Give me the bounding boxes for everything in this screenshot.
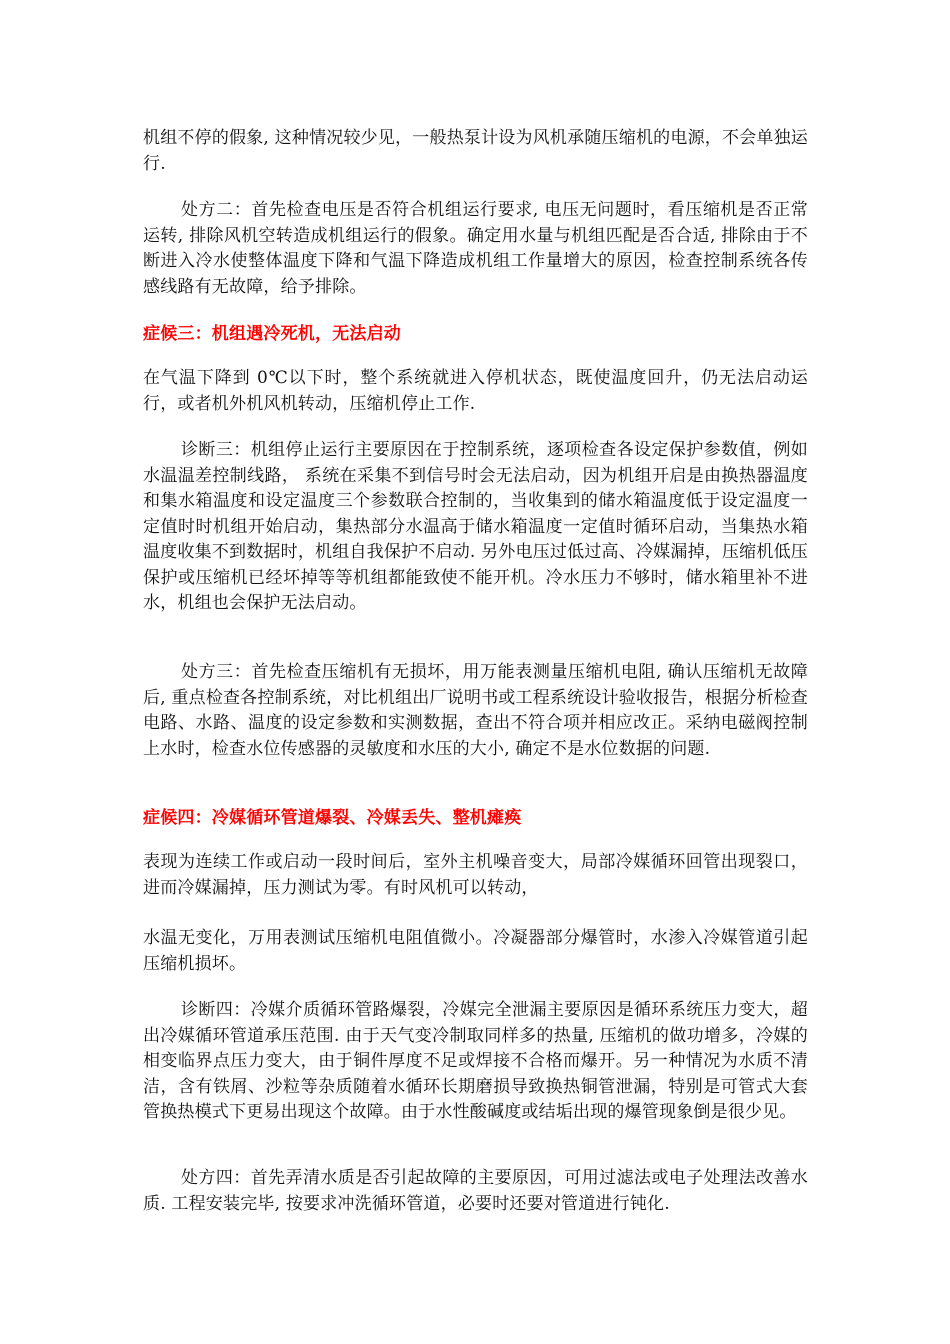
paragraph-remedy-4: 处方四：首先弄清水质是否引起故障的主要原因，可用过滤法或电子处理法改善水质. 工程安装完毕, 按要求冲洗循环管道，必要时还要对管道进行钝化. bbox=[143, 1168, 808, 1214]
paragraph-diagnosis-4: 诊断四：冷媒介质循环管路爆裂，冷媒完全泄漏主要原因是循环系统压力变大，超出冷媒循环管道承压范围. 由于天气变冷制取同样多的热量, 压缩机的做功增多，冷媒的相变临界点压力变大，由于铜件厚度不足或焊接不合格而爆开。另一种情况为水质不清洁，含有铁屑、沙粒等杂质随着水循环长期磨损导致换热铜管泄漏，特别是可管式大套管换热模式下更易出现这个故障。由于水性酸碱度或结垢出现的爆管现象倒是很少见。 bbox=[143, 1000, 808, 1122]
paragraph-symptom-4a: 表现为连续工作或启动一段时间后，室外主机噪音变大，局部冷媒循环回管出现裂口，进而冷媒漏掉，压力测试为零。有时风机可以转动， bbox=[143, 852, 808, 898]
paragraph-symptom-3: 在气温下降到 0℃以下时，整个系统就进入停机状态，既使温度回升，仍无法启动运行，或者机外机风机转动，压缩机停止工作. bbox=[143, 368, 808, 414]
paragraph-continued: 机组不停的假象, 这种情况较少见，一般热泵计设为风机承随压缩机的电源，不会单独运行. bbox=[143, 128, 808, 174]
paragraph-remedy-2: 处方二：首先检查电压是否符合机组运行要求, 电压无问题时，看压缩机是否正常运转, 排除风机空转造成机组运行的假象。确定用水量与机组匹配是否合适, 排除由于不断进入冷水使整体温度下降和气温下降造成机组工作量增大的原因，检查控制系统各传感线路有无故障，给予排除。 bbox=[143, 200, 808, 297]
heading-symptom-4: 症候四：冷媒循环管道爆裂、冷媒丢失、整机瘫痪 bbox=[143, 808, 522, 828]
paragraph-symptom-4b: 水温无变化，万用表测试压缩机电阻值微小。冷凝器部分爆管时，水渗入冷媒管道引起压缩机损坏。 bbox=[143, 928, 808, 974]
paragraph-remedy-3: 处方三：首先检查压缩机有无损坏，用万能表测量压缩机电阻, 确认压缩机无故障后, 重点检查各控制系统，对比机组出厂说明书或工程系统设计验收报告，根据分析检查电路、水路、温度的设定参数和实测数据，查出不符合项并相应改正。采纳电磁阀控制上水时，检查水位传感器的灵敏度和水压的大小, 确定不是水位数据的问题. bbox=[143, 662, 808, 759]
heading-symptom-3: 症候三：机组遇冷死机，无法启动 bbox=[143, 324, 401, 344]
paragraph-diagnosis-3: 诊断三：机组停止运行主要原因在于控制系统，逐项检查各设定保护参数值，例如水温温差控制线路， 系统在采集不到信号时会无法启动，因为机组开启是由换热器温度和集水箱温度和设定温度三个参数联合控制的，当收集到的储水箱温度低于设定温度一定值时时机组开始启动，集热部分水温高于储水箱温度一定值时循环启动，当集热水箱温度收集不到数据时，机组自我保护不启动. 另外电压过低过高、冷媒漏掉，压缩机低压保护或压缩机已经坏掉等等机组都能致使不能开机。冷水压力不够时，储水箱里补不进水，机组也会保护无法启动。 bbox=[143, 440, 808, 613]
